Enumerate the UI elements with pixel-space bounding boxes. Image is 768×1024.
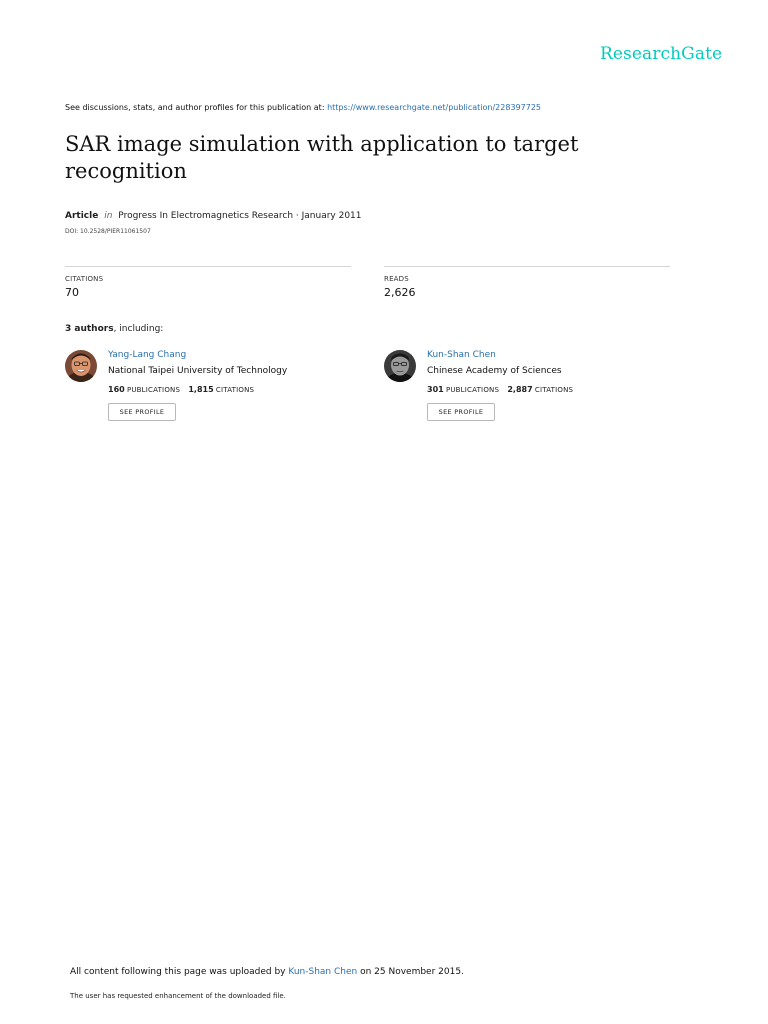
divider-citations xyxy=(65,266,351,267)
author-2-publications: 301 xyxy=(427,385,444,394)
author-1-citations: 1,815 xyxy=(188,385,214,394)
article-meta xyxy=(65,211,362,221)
author-2-citations: 2,887 xyxy=(507,385,533,394)
article-title: SAR image simulation with application to target recognition xyxy=(65,132,579,183)
divider-reads xyxy=(384,266,670,267)
author-2-institution: Chinese Academy of Sciences xyxy=(427,366,562,376)
authors-count: 3 authors xyxy=(65,324,114,334)
author-1-publications-label: PUBLICATIONS xyxy=(126,386,181,394)
doi: DOI: 10.2528/PIER11061507 xyxy=(65,228,151,235)
upload-prefix: All content following this page was uploaded by xyxy=(70,967,289,977)
see-profile-button-1[interactable]: SEE PROFILE xyxy=(108,403,176,421)
author-1-institution: National Taipei University of Technology xyxy=(108,366,288,376)
author-1-citations-label: CITATIONS xyxy=(215,386,255,394)
reads-value: 2,626 xyxy=(384,286,416,299)
author-1-publications: 160 xyxy=(108,385,125,394)
citations-label: CITATIONS xyxy=(65,275,104,283)
upload-suffix: on 25 November 2015. xyxy=(357,967,464,977)
author-2-stats xyxy=(427,385,579,394)
author-2-name[interactable]: Kun-Shan Chen xyxy=(427,350,496,360)
avatar-photo-1 xyxy=(65,350,97,382)
researchgate-logo[interactable]: ResearchGate xyxy=(600,44,723,64)
uploader-link[interactable]: Kun-Shan Chen xyxy=(288,967,358,977)
avatar-author-2[interactable] xyxy=(384,350,416,382)
authors-suffix: , including: xyxy=(113,324,164,334)
avatar-author-1[interactable] xyxy=(65,350,97,382)
author-2-citations-label: CITATIONS xyxy=(534,386,574,394)
upload-note xyxy=(70,967,464,977)
article-type: Article xyxy=(65,211,99,221)
see-profile-button-2[interactable]: SEE PROFILE xyxy=(427,403,495,421)
publication-link[interactable]: https://www.researchgate.net/publication/228397725 xyxy=(327,103,541,112)
enhancement-note: The user has requested enhancement of the downloaded file. xyxy=(70,992,286,1000)
in-word: in xyxy=(104,211,113,221)
author-2-publications-label: PUBLICATIONS xyxy=(445,386,500,394)
citations-value: 70 xyxy=(65,286,79,299)
journal-date[interactable]: Progress In Electromagnetics Research · January 2011 xyxy=(118,211,362,221)
authors-header xyxy=(65,324,163,334)
discussion-text: See discussions, stats, and author profiles for this publication at: xyxy=(65,103,328,112)
author-1-name[interactable]: Yang-Lang Chang xyxy=(108,350,187,360)
author-1-stats xyxy=(108,385,260,394)
avatar-photo-2 xyxy=(384,350,416,382)
reads-label: READS xyxy=(384,275,409,283)
discussion-line xyxy=(65,103,541,112)
